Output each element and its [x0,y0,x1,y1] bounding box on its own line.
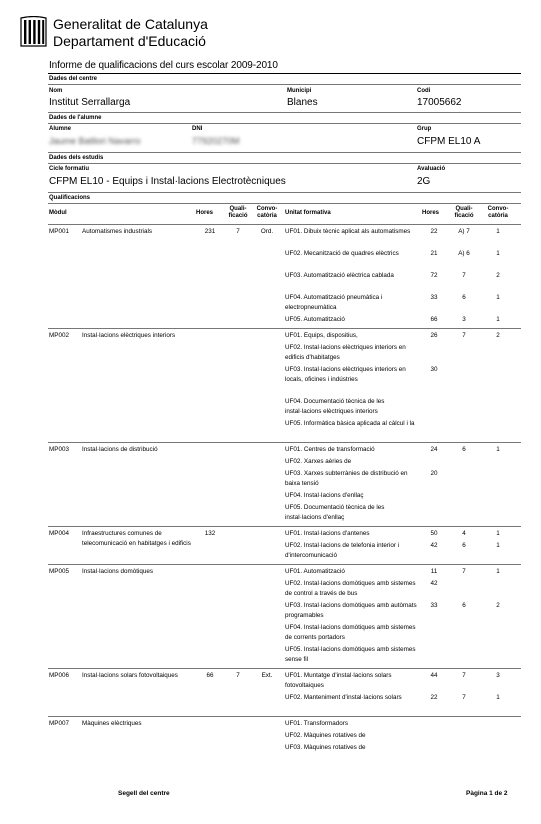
qualificacions-section-label: Qualificacions [49,195,91,201]
alumne-name-wrap [49,136,141,146]
uf-name: UF04. Instal·lacions domòtiques amb sistemes de corrents portadors [285,624,416,641]
uf-hours: 26 [430,332,438,339]
uf-convocatoria: 2 [496,272,500,279]
codi-label: Codi [417,88,431,94]
header-hores: Hores [196,210,214,216]
uf-name: UF03. Màquines rotatives de [285,744,366,751]
divider [48,123,521,124]
uf-grade: 3 [462,316,466,323]
uf-convocatoria: 1 [496,530,500,537]
uf-hours: 42 [430,542,438,549]
divider [48,163,521,164]
alumne-name-label: Alumne [49,126,72,132]
header-convocatoria: Convo-catòria [256,206,278,219]
header-uf-hores: Hores [422,210,440,216]
uf-hours: 72 [430,272,438,279]
uf-convocatoria: 3 [496,672,500,679]
uf-hours: 30 [430,366,438,373]
uf-hours: 33 [430,294,438,301]
divider [48,192,521,193]
dni-wrap [192,136,240,146]
grup-value: CFPM EL10 A [417,136,481,147]
uf-name: UF05. Informàtica bàsica aplicada al càlcul i la [285,420,415,427]
uf-name: UF02. Instal·lacions elèctriques interiors en edificis d'habitatges [285,344,406,361]
centre-section-label: Dades del centre [49,76,98,82]
module-grade: 7 [236,672,240,679]
dni-value: 77920270M [192,136,240,146]
uf-grade: 7 [462,568,466,575]
divider [48,84,521,85]
module-code: MP007 [49,720,69,727]
uf-convocatoria: 1 [496,250,500,257]
org-name: Generalitat de Catalunya [53,16,208,32]
uf-name: UF01. Dibuix tècnic aplicat als automatismes [285,228,411,235]
header-qualificacio: Quali-ficació [228,206,248,219]
avaluacio-value: 2G [417,176,431,187]
uf-grade: 7 [462,332,466,339]
uf-grade: 6 [462,446,466,453]
grup-label: Grup [417,126,432,132]
module-hours: 132 [204,530,216,537]
uf-name: UF01. Muntatge d'instal·lacions solars fotovoltaiques [285,672,392,689]
codi-value: 17005662 [417,97,462,108]
uf-grade: 7 [462,694,466,701]
uf-name: UF01. Automatització [285,568,345,575]
uf-convocatoria: 1 [496,568,500,575]
alumne-section-label: Dades de l'alumne [49,115,102,121]
uf-grade: A) 7 [458,228,470,235]
module-name: Instal·lacions solars fotovoltaiques [82,672,178,679]
cicle-label: Cicle formatiu [49,166,90,172]
estudis-section-label: Dades dels estudis [49,155,104,161]
dni-label: DNI [192,126,203,132]
uf-grade: 4 [462,530,466,537]
municipi-value: Blanes [287,97,318,108]
module-divider [48,442,521,443]
uf-hours: 44 [430,672,438,679]
uf-convocatoria: 1 [496,542,500,549]
uf-name: UF03. Xarxes subterrànies de distribució en baixa tensió [285,470,408,487]
uf-hours: 42 [430,580,438,587]
module-convocatoria: Ord. [260,228,274,235]
module-divider [48,716,521,717]
uf-hours: 21 [430,250,438,257]
uf-name: UF02. Instal·lacions de telefonia interior i d'intercomunicació [285,542,400,559]
module-code: MP003 [49,446,69,453]
module-divider [48,526,521,527]
module-code: MP004 [49,530,69,537]
uf-hours: 20 [430,470,438,477]
header-unitat-formativa: Unitat formativa [285,210,331,216]
uf-name: UF03. Instal·lacions elèctriques interiors en locals, oficines i indústries [285,366,406,383]
uf-name: UF02. Instal·lacions domòtiques amb sistemes de control a través de bus [285,580,416,597]
module-name: Màquines elèctriques [82,720,142,727]
uf-grade: 6 [462,542,466,549]
uf-grade: 6 [462,602,466,609]
module-divider [48,668,521,669]
uf-name: UF02. Manteniment d'instal·lacions solars [285,694,402,701]
uf-convocatoria: 1 [496,694,500,701]
module-hours: 66 [206,672,214,679]
segell-label: Segell del centre [118,790,170,797]
municipi-label: Municipi [287,88,312,94]
uf-convocatoria: 2 [496,332,500,339]
module-hours: 231 [204,228,216,235]
module-name: Instal·lacions elèctriques interiors [82,332,176,339]
module-convocatoria: Ext. [261,672,273,679]
module-code: MP001 [49,228,69,235]
uf-name: UF03. Automatització elèctrica cablada [285,272,394,279]
divider [48,112,521,113]
module-divider [48,564,521,565]
title-rule [48,73,521,74]
uf-name: UF04. Instal·lacions d'enllaç [285,492,364,499]
header-uf-qualificacio: Quali-ficació [454,206,474,219]
centre-name-value: Institut Serrallarga [49,97,131,108]
uf-name: UF04. Automatització pneumàtica i electropneumàtica [285,294,383,311]
uf-name: UF01. Equips, dispositius, [285,332,358,339]
module-code: MP002 [49,332,69,339]
uf-name: UF01. Transformadors [285,720,348,727]
module-name: Instal·lacions domòtiques [82,568,154,575]
uf-grade: 7 [462,272,466,279]
catalonia-coat-of-arms-icon [20,16,47,48]
uf-name: UF02. Màquines rotatives de [285,732,366,739]
uf-name: UF01. Centres de transformació [285,446,375,453]
module-code: MP006 [49,672,69,679]
divider [48,203,521,204]
avaluacio-label: Avaluació [417,166,446,172]
uf-name: UF05. Instal·lacions domòtiques amb sistemes sense fil [285,646,416,663]
uf-name: UF02. Xarxes aèries de [285,458,352,465]
uf-name: UF04. Documentació tècnica de les instal·lacions elèctriques interiors [285,398,385,415]
header-uf-convocatoria: Convo-catòria [487,206,509,219]
module-grade: 7 [236,228,240,235]
uf-hours: 66 [430,316,438,323]
table-header-rule [48,224,521,225]
uf-hours: 33 [430,602,438,609]
uf-name: UF03. Instal·lacions domòtiques amb autòmats programables [285,602,417,619]
uf-convocatoria: 2 [496,602,500,609]
uf-convocatoria: 1 [496,446,500,453]
uf-grade: A) 6 [458,250,470,257]
module-name: Automatismes industrials [82,228,152,235]
uf-hours: 22 [430,694,438,701]
module-name: Instal·lacions de distribució [82,446,158,453]
uf-name: UF01. Instal·lacions d'antenes [285,530,370,537]
uf-name: UF05. Documentació tècnica de les instal·lacions d'enllaç [285,504,385,521]
report-title: Informe de qualificacions del curs escolar 2009-2010 [49,60,278,71]
uf-convocatoria: 1 [496,228,500,235]
module-code: MP005 [49,568,69,575]
uf-hours: 24 [430,446,438,453]
uf-hours: 22 [430,228,438,235]
department-name: Departament d'Educació [53,33,206,49]
uf-grade: 6 [462,294,466,301]
uf-name: UF02. Mecanització de quadres elèctrics [285,250,399,257]
centre-name-label: Nom [49,88,63,94]
module-divider [48,328,521,329]
module-name: Infraestructures comunes de telecomunicació en habitatges i edificis [82,530,191,547]
uf-hours: 11 [430,568,438,575]
header-modul: Mòdul [49,210,67,216]
divider [48,152,521,153]
uf-name: UF05. Automatització [285,316,345,323]
uf-grade: 7 [462,672,466,679]
uf-convocatoria: 1 [496,294,500,301]
uf-convocatoria: 1 [496,316,500,323]
page-number: Pàgina 1 de 2 [466,790,508,797]
alumne-name-value: Jaume Batllori Navarro [49,136,141,146]
cicle-value: CFPM EL10 - Equips i Instal·lacions Electrotècniques [49,176,286,187]
uf-hours: 50 [430,530,438,537]
